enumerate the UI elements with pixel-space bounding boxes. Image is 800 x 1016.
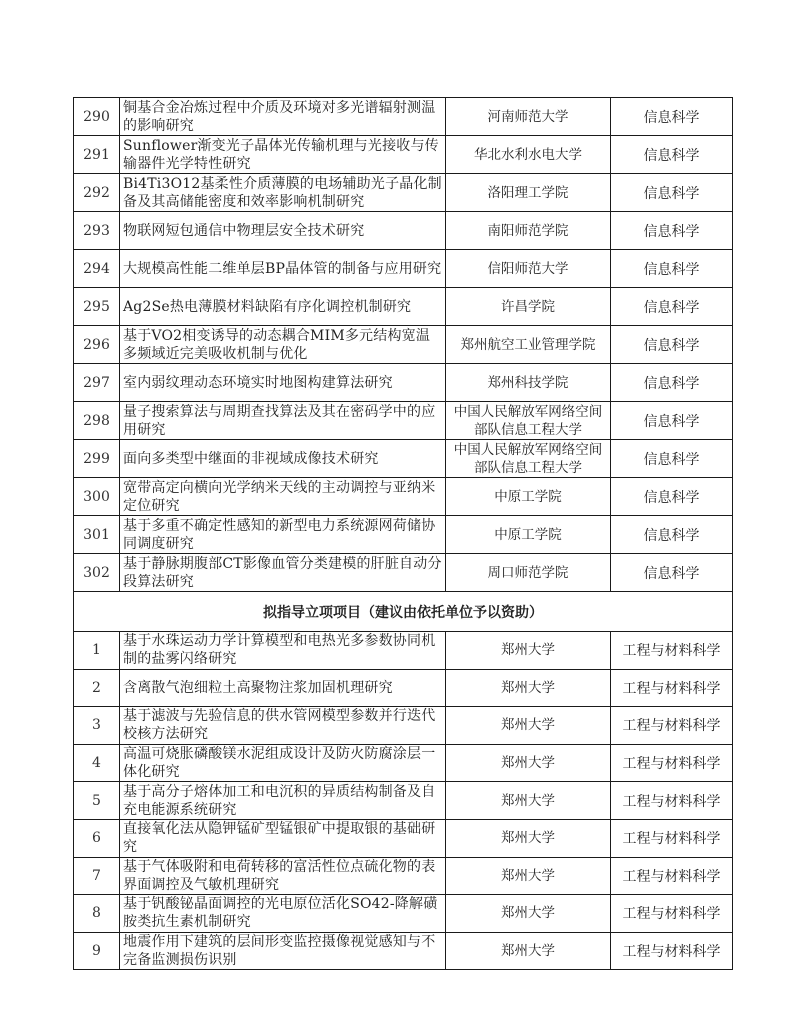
institution: 南阳师范学院 xyxy=(446,212,611,250)
field-category: 信息科学 xyxy=(611,516,733,554)
field-category: 信息科学 xyxy=(611,326,733,364)
section-header-row xyxy=(74,592,733,632)
project-title: Sunflower渐变光子晶体光传输机理与光接收与传输器件光学特性研究 xyxy=(120,136,446,174)
field-category: 工程与材料科学 xyxy=(611,895,733,933)
institution: 郑州航空工业管理学院 xyxy=(446,326,611,364)
institution: 郑州大学 xyxy=(446,632,611,670)
project-title: 铜基合金冶炼过程中介质及环境对多光谱辐射测温的影响研究 xyxy=(120,98,446,136)
project-title: 基于水珠运动力学计算模型和电热光多参数协同机制的盐雾闪络研究 xyxy=(120,632,446,670)
row-number: 292 xyxy=(74,174,120,212)
table-row xyxy=(74,819,733,857)
row-number: 1 xyxy=(74,632,120,670)
table-row xyxy=(74,857,733,895)
row-number: 293 xyxy=(74,212,120,250)
table-row xyxy=(74,744,733,782)
institution: 华北水利水电大学 xyxy=(446,136,611,174)
field-category: 信息科学 xyxy=(611,402,733,440)
project-title: 大规模高性能二维单层BP晶体管的制备与应用研究 xyxy=(120,250,446,288)
field-category: 信息科学 xyxy=(611,554,733,592)
table-row xyxy=(74,250,733,288)
institution: 中原工学院 xyxy=(446,478,611,516)
project-title: 地震作用下建筑的层间形变监控摄像视觉感知与不完备监测损伤识别 xyxy=(120,932,446,970)
table-row xyxy=(74,212,733,250)
project-title: 基于高分子熔体加工和电沉积的异质结构制备及自充电能源系统研究 xyxy=(120,782,446,820)
table-row xyxy=(74,707,733,745)
project-title: 直接氧化法从隐钾锰矿型锰银矿中提取银的基础研究 xyxy=(120,819,446,857)
row-number: 295 xyxy=(74,288,120,326)
institution: 洛阳理工学院 xyxy=(446,174,611,212)
row-number: 8 xyxy=(74,895,120,933)
table-row xyxy=(74,440,733,478)
institution: 郑州大学 xyxy=(446,782,611,820)
row-number: 294 xyxy=(74,250,120,288)
table-row xyxy=(74,632,733,670)
field-category: 工程与材料科学 xyxy=(611,932,733,970)
project-title: 高温可烧胀磷酸镁水泥组成设计及防火防腐涂层一体化研究 xyxy=(120,744,446,782)
institution: 郑州科技学院 xyxy=(446,364,611,402)
project-title: 宽带高定向横向光学纳米天线的主动调控与亚纳米定位研究 xyxy=(120,478,446,516)
project-title: 基于VO2相变诱导的动态耦合MIM多元结构宽温多频域近完美吸收机制与优化 xyxy=(120,326,446,364)
field-category: 工程与材料科学 xyxy=(611,782,733,820)
table-row xyxy=(74,478,733,516)
row-number: 291 xyxy=(74,136,120,174)
field-category: 工程与材料科学 xyxy=(611,819,733,857)
row-number: 298 xyxy=(74,402,120,440)
project-title: 量子搜索算法与周期查找算法及其在密码学中的应用研究 xyxy=(120,402,446,440)
table-row xyxy=(74,895,733,933)
row-number: 3 xyxy=(74,707,120,745)
row-number: 300 xyxy=(74,478,120,516)
field-category: 信息科学 xyxy=(611,288,733,326)
institution: 郑州大学 xyxy=(446,707,611,745)
field-category: 工程与材料科学 xyxy=(611,744,733,782)
table-row xyxy=(74,288,733,326)
row-number: 297 xyxy=(74,364,120,402)
row-number: 5 xyxy=(74,782,120,820)
row-number: 7 xyxy=(74,857,120,895)
table-row xyxy=(74,136,733,174)
field-category: 信息科学 xyxy=(611,174,733,212)
project-title: 室内弱纹理动态环境实时地图构建算法研究 xyxy=(120,364,446,402)
field-category: 信息科学 xyxy=(611,364,733,402)
section-header: 拟指导立项项目（建议由依托单位予以资助） xyxy=(74,592,733,632)
institution: 郑州大学 xyxy=(446,819,611,857)
table-row xyxy=(74,364,733,402)
table-row xyxy=(74,669,733,707)
project-title: 含离散气泡细粒土高聚物注浆加固机理研究 xyxy=(120,669,446,707)
field-category: 工程与材料科学 xyxy=(611,857,733,895)
project-table xyxy=(73,97,733,970)
institution: 周口师范学院 xyxy=(446,554,611,592)
project-title: 面向多类型中继面的非视域成像技术研究 xyxy=(120,440,446,478)
table-row xyxy=(74,554,733,592)
institution: 郑州大学 xyxy=(446,857,611,895)
institution: 中原工学院 xyxy=(446,516,611,554)
institution: 郑州大学 xyxy=(446,932,611,970)
row-number: 4 xyxy=(74,744,120,782)
table-row xyxy=(74,402,733,440)
project-title: 基于多重不确定性感知的新型电力系统源网荷储协同调度研究 xyxy=(120,516,446,554)
project-title: 基于滤波与先验信息的供水管网模型参数并行迭代校核方法研究 xyxy=(120,707,446,745)
row-number: 2 xyxy=(74,669,120,707)
project-title: 物联网短包通信中物理层安全技术研究 xyxy=(120,212,446,250)
table-row xyxy=(74,174,733,212)
row-number: 301 xyxy=(74,516,120,554)
institution: 中国人民解放军网络空间部队信息工程大学 xyxy=(446,402,611,440)
project-title: 基于气体吸附和电荷转移的富活性位点硫化物的表界面调控及气敏机理研究 xyxy=(120,857,446,895)
institution: 郑州大学 xyxy=(446,669,611,707)
field-category: 信息科学 xyxy=(611,98,733,136)
field-category: 信息科学 xyxy=(611,212,733,250)
row-number: 9 xyxy=(74,932,120,970)
project-title: Bi4Ti3O12基柔性介质薄膜的电场辅助光子晶化制备及其高储能密度和效率影响机制研究 xyxy=(120,174,446,212)
field-category: 信息科学 xyxy=(611,478,733,516)
row-number: 296 xyxy=(74,326,120,364)
field-category: 工程与材料科学 xyxy=(611,632,733,670)
row-number: 290 xyxy=(74,98,120,136)
table-row xyxy=(74,932,733,970)
table-row xyxy=(74,516,733,554)
institution: 许昌学院 xyxy=(446,288,611,326)
field-category: 信息科学 xyxy=(611,250,733,288)
table-row xyxy=(74,98,733,136)
table-row xyxy=(74,782,733,820)
project-title: Ag2Se热电薄膜材料缺陷有序化调控机制研究 xyxy=(120,288,446,326)
field-category: 信息科学 xyxy=(611,136,733,174)
table-row xyxy=(74,326,733,364)
institution: 中国人民解放军网络空间部队信息工程大学 xyxy=(446,440,611,478)
institution: 郑州大学 xyxy=(446,895,611,933)
field-category: 工程与材料科学 xyxy=(611,669,733,707)
row-number: 6 xyxy=(74,819,120,857)
institution: 信阳师范大学 xyxy=(446,250,611,288)
field-category: 信息科学 xyxy=(611,440,733,478)
project-title: 基于钒酸铋晶面调控的光电原位活化SO42-降解磺胺类抗生素机制研究 xyxy=(120,895,446,933)
project-title: 基于静脉期腹部CT影像血管分类建模的肝脏自动分段算法研究 xyxy=(120,554,446,592)
field-category: 工程与材料科学 xyxy=(611,707,733,745)
institution: 郑州大学 xyxy=(446,744,611,782)
row-number: 302 xyxy=(74,554,120,592)
institution: 河南师范大学 xyxy=(446,98,611,136)
row-number: 299 xyxy=(74,440,120,478)
